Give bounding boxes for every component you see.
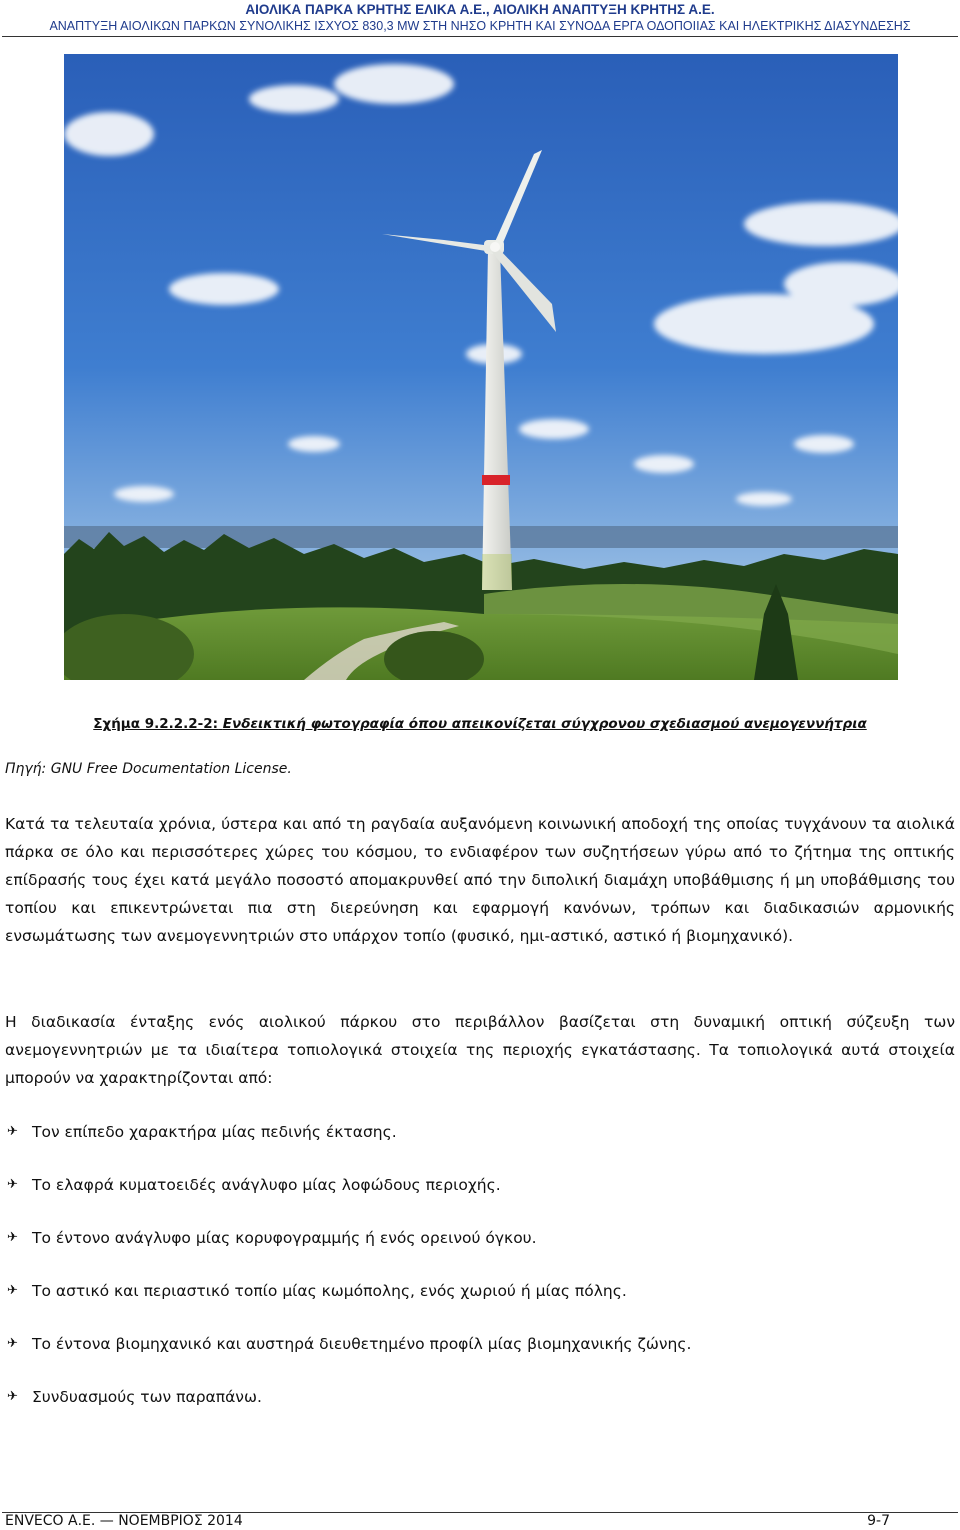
footer-company-date: ENVECO Α.Ε. — ΝΟΕΜΒΡΙΟΣ 2014 <box>5 1513 243 1529</box>
header-company-line: ΑΙΟΛΙΚΑ ΠΑΡΚΑ ΚΡΗΤΗΣ ΕΛΙΚΑ Α.Ε., ΑΙΟΛΙΚΗ ΑΝΑΠΤΥΞΗ ΚΡΗΤΗΣ Α.Ε. <box>245 2 715 17</box>
body-paragraph-2: Η διαδικασία ένταξης ενός αιολικού πάρκου στο περιβάλλον βασίζεται στη δυναμική οπτική σύζευξη των ανεμογεννητριών με τα ιδιαίτερα τοπιολογικά στοιχεία της περιοχής εγκατάστασης. Τα τοπιολογικά αυτά στοιχεία μπορούν να χαρακτηρίζονται από: <box>5 1013 955 1087</box>
list-item <box>5 1118 955 1171</box>
list-item-text: Τον επίπεδο χαρακτήρα μίας πεδινής έκτασης. <box>32 1123 397 1141</box>
airplane-bullet-icon: ✈ <box>7 1336 18 1351</box>
page-header <box>0 0 960 34</box>
list-item-text: Το έντονα βιομηχανικό και αυστηρά διευθετημένο προφίλ μίας βιομηχανικής ζώνης. <box>32 1335 692 1353</box>
list-item <box>5 1383 955 1436</box>
airplane-bullet-icon: ✈ <box>7 1124 18 1139</box>
airplane-bullet-icon: ✈ <box>7 1177 18 1192</box>
figure-caption <box>0 716 960 732</box>
airplane-bullet-icon: ✈ <box>7 1283 18 1298</box>
figure-source: Πηγή: GNU Free Documentation License. <box>5 761 292 777</box>
header-project-line: ΑΝΑΠΤΥΞΗ ΑΙΟΛΙΚΩΝ ΠΑΡΚΩΝ ΣΥΝΟΛΙΚΗΣ ΙΣΧΥΟΣ 830,3 MW ΣΤΗ ΝΗΣΟ ΚΡΗΤΗ ΚΑΙ ΣΥΝΟΔΑ ΕΡΓΑ ΟΔΟΠΟΙΙΑΣ ΚΑΙ ΗΛΕΚΤΡΙΚΗΣ ΔΙΑΣΥΝΔΕΣΗΣ <box>49 19 911 33</box>
list-item-text: Το αστικό και περιαστικό τοπίο μίας κωμόπολης, ενός χωριού ή μίας πόλης. <box>32 1282 627 1300</box>
page-number: 9-7 <box>867 1513 890 1529</box>
landscape-types-list <box>5 1118 955 1436</box>
header-divider <box>2 36 958 37</box>
list-item-text: Συνδυασμούς των παραπάνω. <box>32 1388 262 1406</box>
body-paragraph-1: Κατά τα τελευταία χρόνια, ύστερα και από τη ραγδαία αυξανόμενη κοινωνική αποδοχή της οποίας τυγχάνουν τα αιολικά πάρκα σε όλο και περισσότερες χώρες του κόσμου, το ενδιαφέρον των συζητήσεων γύρω από το ζήτημα της οπτικής επίδρασής τους έχει κατά μεγάλο ποσοστό απομακρυνθεί από την διπολική διαμάχη υποβάθμισης ή μη υποβάθμισης του τοπίου και επικεντρώνεται πια στη διερεύνηση και εφαρμογή κανόνων, τρόπων και διαδικασιών αρμονικής ενσωμάτωσης των ανεμογεννητριών στο υπάρχον τοπίο (φυσικό, ημι-αστικό, αστικό ή βιομηχανικό). <box>5 815 955 945</box>
figure-caption-number: Σχήμα 9.2.2.2-2: <box>93 716 219 732</box>
list-item-text: Το έντονο ανάγλυφο μίας κορυφογραμμής ή ενός ορεινού όγκου. <box>32 1229 537 1247</box>
airplane-bullet-icon: ✈ <box>7 1230 18 1245</box>
figure-caption-text: Ενδεικτική φωτογραφία όπου απεικονίζεται σύγχρονου σχεδιασμού ανεμογεννήτρια <box>222 716 867 732</box>
list-item <box>5 1171 955 1224</box>
list-item <box>5 1224 955 1277</box>
airplane-bullet-icon: ✈ <box>7 1389 18 1404</box>
list-item <box>5 1330 955 1383</box>
list-item-text: Το ελαφρά κυματοειδές ανάγλυφο μίας λοφώδους περιοχής. <box>32 1176 501 1194</box>
wind-turbine-photo <box>64 54 898 680</box>
list-item <box>5 1277 955 1330</box>
